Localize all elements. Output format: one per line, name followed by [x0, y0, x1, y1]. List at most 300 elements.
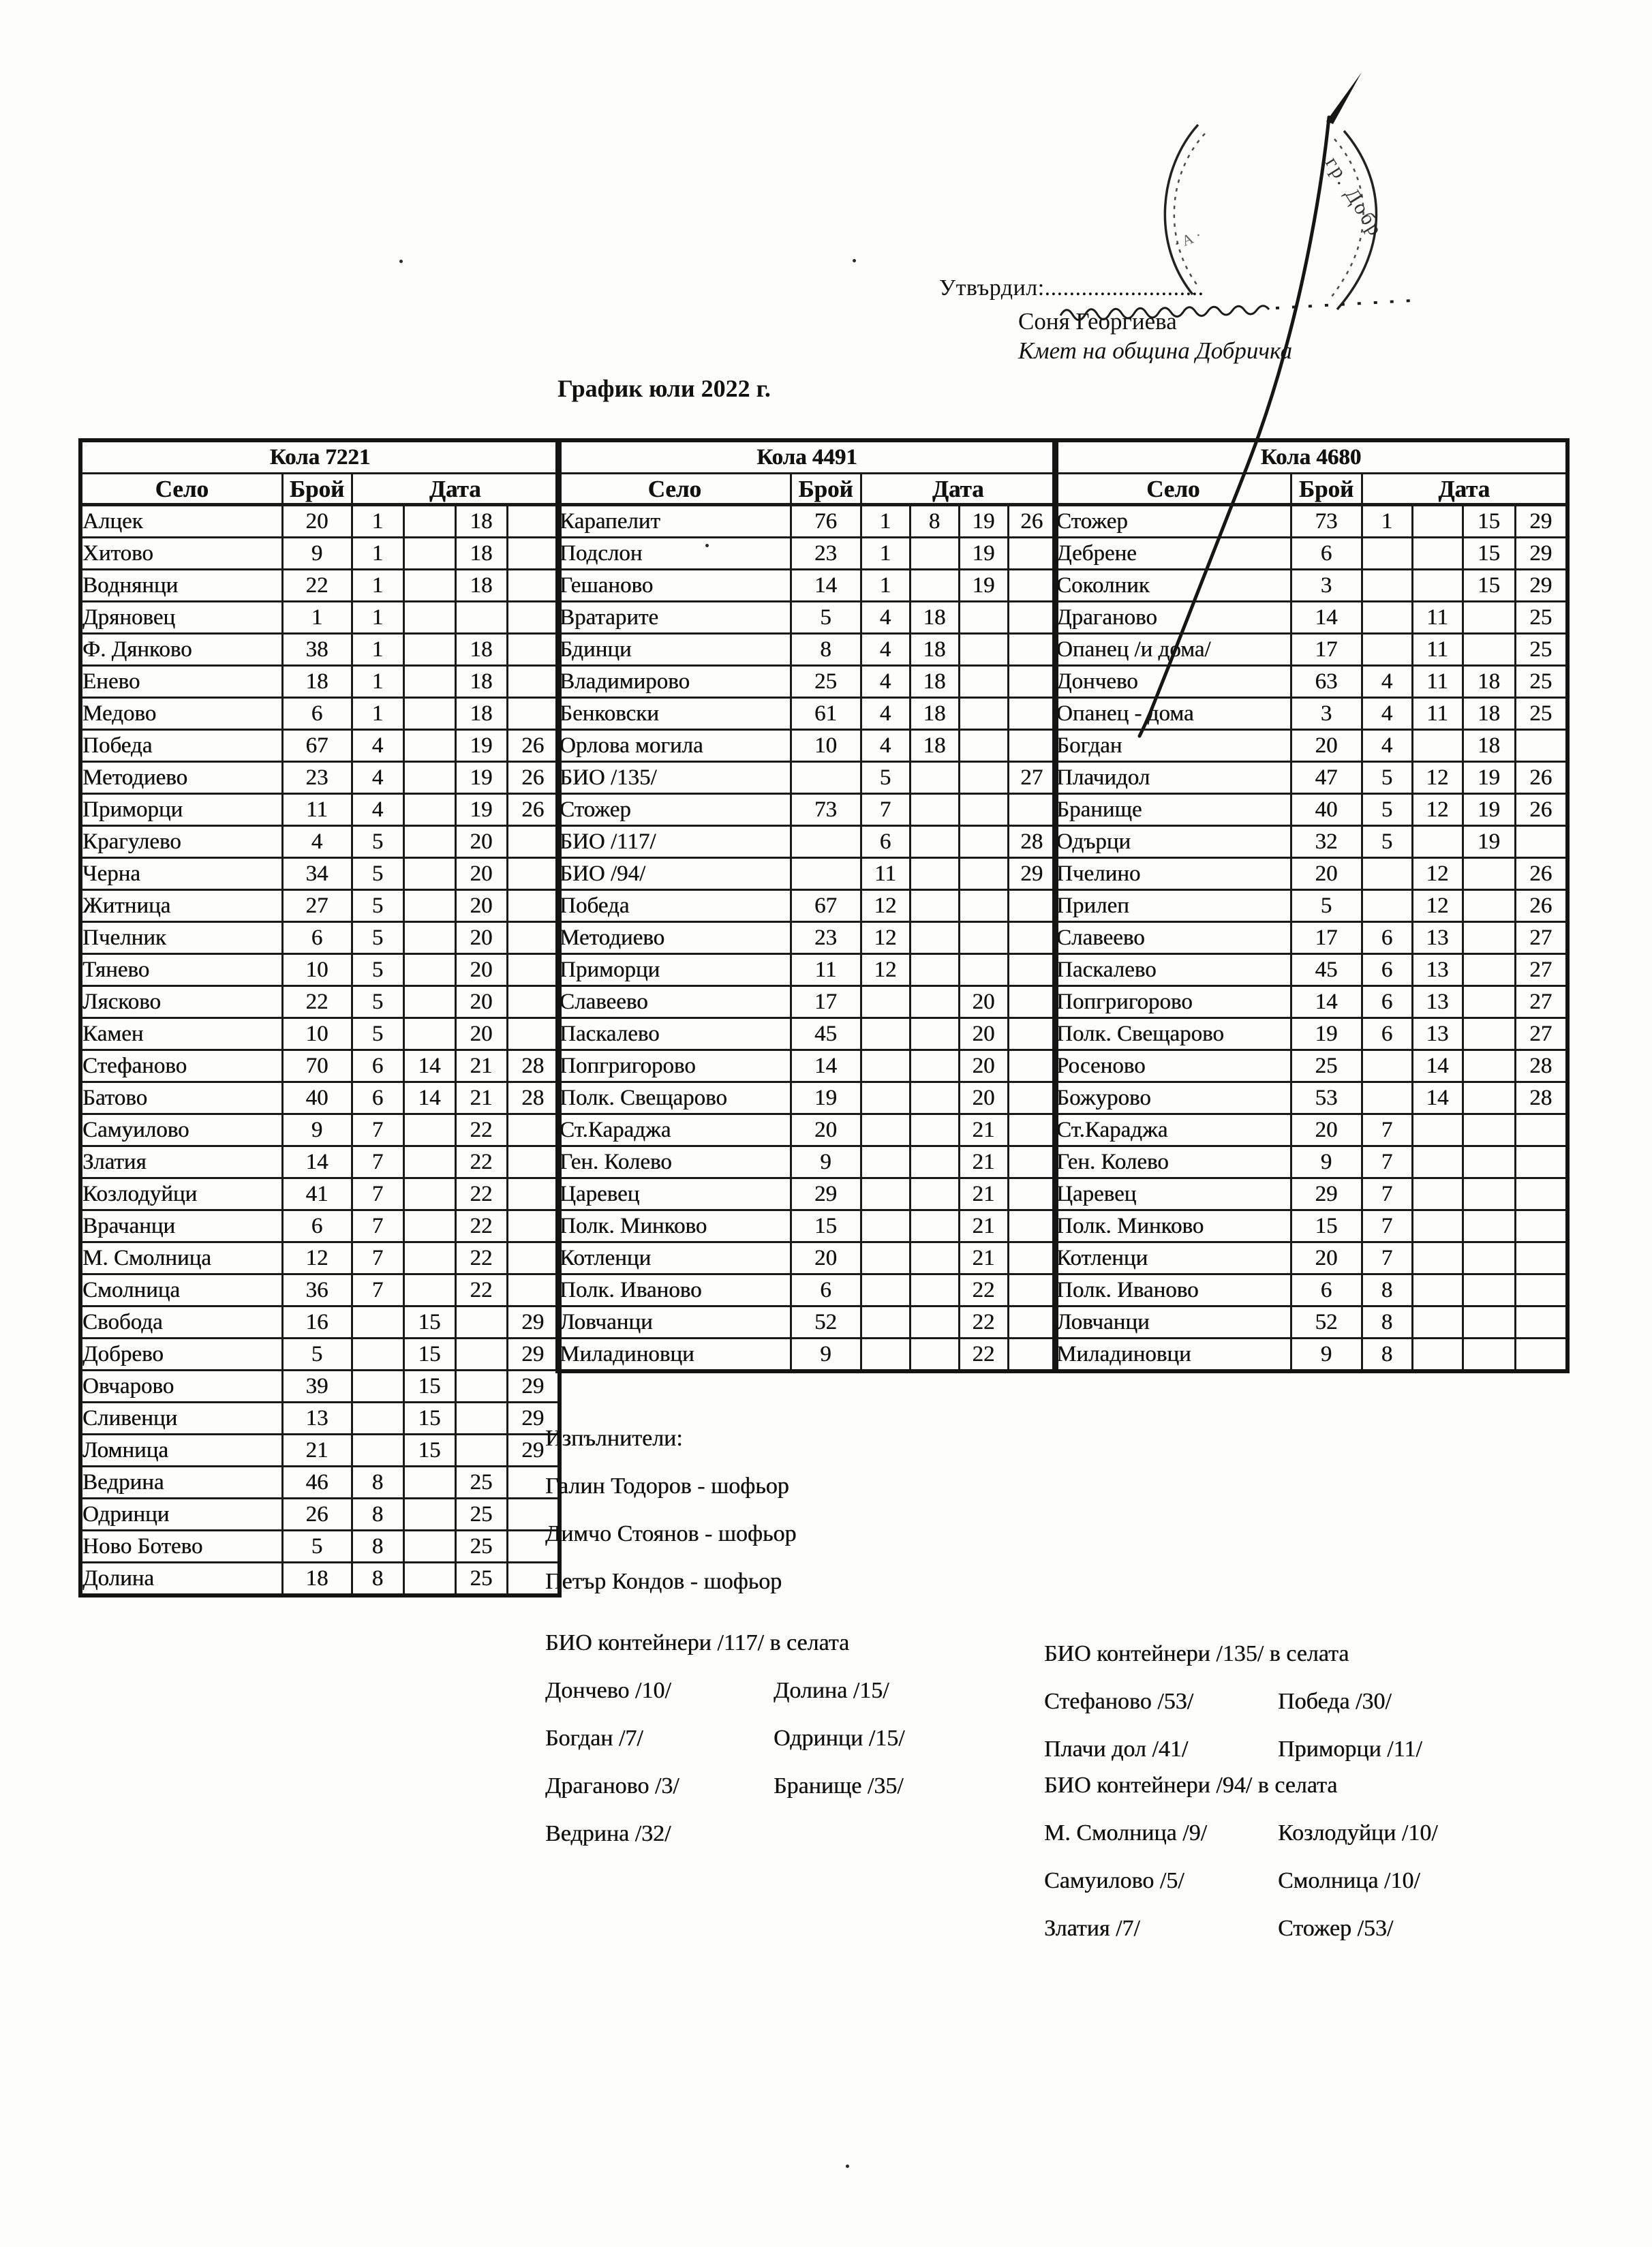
table-row	[557, 1082, 1056, 1114]
date-cell: 21	[959, 1178, 1008, 1210]
count-cell: 5	[791, 602, 861, 634]
count-cell: 20	[282, 505, 352, 538]
bio-item: Дончево /10/	[545, 1678, 671, 1703]
date-cell: 7	[1362, 1210, 1412, 1242]
count-cell: 3	[1291, 570, 1362, 602]
village-cell: Златия	[80, 1146, 282, 1178]
village-cell: Лясково	[80, 986, 282, 1018]
schedule-grid	[78, 438, 562, 1598]
count-cell: 9	[791, 1146, 861, 1178]
village-cell: Царевец	[557, 1178, 791, 1210]
date-cell	[507, 538, 560, 570]
village-cell: Медово	[80, 698, 282, 730]
date-cell	[403, 1146, 455, 1178]
bio-item: Самуилово /5/	[1044, 1868, 1184, 1893]
date-cell: 6	[861, 826, 910, 858]
table-row	[1054, 1210, 1567, 1242]
date-cell	[1362, 602, 1412, 634]
count-cell: 11	[282, 794, 352, 826]
table-row	[80, 826, 560, 858]
date-cell: 22	[455, 1146, 507, 1178]
date-cell: 1	[352, 570, 403, 602]
date-cell	[1463, 1050, 1515, 1082]
village-cell: Бранище	[1054, 794, 1291, 826]
approval-position: Кмет на община Добричка	[1018, 337, 1293, 364]
table-row	[80, 922, 560, 954]
count-cell: 45	[791, 1018, 861, 1050]
table-row	[1054, 858, 1567, 890]
village-cell: Славеево	[1054, 922, 1291, 954]
date-cell: 20	[959, 1082, 1008, 1114]
date-cell	[507, 954, 560, 986]
village-cell: Полк. Минково	[1054, 1210, 1291, 1242]
date-cell: 26	[1515, 794, 1567, 826]
count-cell: 12	[282, 1242, 352, 1274]
stamp-arc-right-inner	[1329, 139, 1364, 300]
scan-speck	[846, 2165, 849, 2168]
date-cell	[861, 1339, 910, 1372]
table-row	[80, 1146, 560, 1178]
car-title: Кола 7221	[80, 440, 560, 474]
stamp-fragment-icon: · А ·	[1171, 226, 1204, 253]
count-cell: 73	[1291, 505, 1362, 538]
car-table-2	[555, 438, 1058, 1373]
count-cell: 46	[282, 1467, 352, 1499]
stamp-arc-left	[1165, 125, 1198, 294]
count-cell: 39	[282, 1371, 352, 1403]
count-cell: 5	[1291, 890, 1362, 922]
date-cell	[1008, 794, 1056, 826]
date-cell	[352, 1403, 403, 1435]
table-row	[80, 1018, 560, 1050]
village-cell: Приморци	[80, 794, 282, 826]
date-cell: 18	[910, 730, 959, 762]
date-cell: 29	[507, 1435, 560, 1467]
date-cell: 15	[403, 1339, 455, 1371]
village-cell: Царевец	[1054, 1178, 1291, 1210]
village-cell: Хитово	[80, 538, 282, 570]
date-cell	[1008, 1178, 1056, 1210]
date-cell	[1463, 954, 1515, 986]
date-cell: 20	[455, 922, 507, 954]
count-cell: 17	[1291, 922, 1362, 954]
count-header: Брой	[282, 474, 352, 505]
date-cell	[403, 730, 455, 762]
table-row	[557, 602, 1056, 634]
date-cell	[1008, 986, 1056, 1018]
date-cell: 14	[403, 1082, 455, 1114]
driver-item: Петър Кондов - шофьор	[545, 1569, 782, 1594]
village-cell: Плачидол	[1054, 762, 1291, 794]
count-cell: 70	[282, 1050, 352, 1082]
table-row	[80, 505, 560, 538]
date-cell	[1362, 570, 1412, 602]
date-cell	[403, 1018, 455, 1050]
date-cell: 15	[403, 1306, 455, 1339]
table-row	[1054, 570, 1567, 602]
date-cell	[507, 1274, 560, 1306]
date-cell: 27	[1515, 922, 1567, 954]
table-row	[80, 538, 560, 570]
date-cell	[352, 1339, 403, 1371]
date-cell	[861, 1146, 910, 1178]
date-cell	[1008, 1018, 1056, 1050]
date-cell: 1	[352, 666, 403, 698]
date-cell	[455, 1435, 507, 1467]
table-row	[557, 570, 1056, 602]
count-cell: 61	[791, 698, 861, 730]
table-row	[1054, 538, 1567, 570]
date-cell	[1412, 730, 1463, 762]
date-cell	[910, 1242, 959, 1274]
village-cell: Одърци	[1054, 826, 1291, 858]
table-row	[80, 1082, 560, 1114]
date-cell	[1412, 1274, 1463, 1306]
date-cell	[959, 698, 1008, 730]
date-cell	[403, 826, 455, 858]
village-header: Село	[557, 474, 791, 505]
table-row	[1054, 1082, 1567, 1114]
table-row	[1054, 602, 1567, 634]
village-cell: Опанец - дома	[1054, 698, 1291, 730]
village-cell: Добрево	[80, 1339, 282, 1371]
date-cell: 4	[352, 730, 403, 762]
drivers-list	[545, 1463, 796, 1606]
date-cell: 12	[1412, 890, 1463, 922]
date-cell: 19	[1463, 762, 1515, 794]
date-cell	[352, 1306, 403, 1339]
bio-title: БИО контейнери /117/ в селата	[545, 1630, 850, 1655]
date-cell: 28	[507, 1050, 560, 1082]
date-cell	[1362, 538, 1412, 570]
table-row	[80, 698, 560, 730]
date-cell: 18	[910, 602, 959, 634]
date-cell: 5	[1362, 794, 1412, 826]
table-row	[1054, 826, 1567, 858]
date-cell: 18	[1463, 698, 1515, 730]
count-cell: 5	[282, 1339, 352, 1371]
village-cell: Сливенци	[80, 1403, 282, 1435]
date-cell: 1	[1362, 505, 1412, 538]
date-cell	[403, 1531, 455, 1563]
date-cell: 21	[959, 1146, 1008, 1178]
date-header: Дата	[861, 474, 1056, 505]
table-row	[80, 1306, 560, 1339]
date-cell	[1008, 1306, 1056, 1339]
village-cell: Полк. Иваново	[1054, 1274, 1291, 1306]
bio-item: Приморци /11/	[1278, 1737, 1422, 1762]
date-cell	[1412, 570, 1463, 602]
date-cell	[910, 858, 959, 890]
date-cell: 1	[352, 602, 403, 634]
date-cell: 22	[455, 1178, 507, 1210]
date-cell: 4	[352, 762, 403, 794]
count-header: Брой	[791, 474, 861, 505]
table-row	[1054, 922, 1567, 954]
date-cell: 20	[455, 986, 507, 1018]
village-cell: Свобода	[80, 1306, 282, 1339]
date-cell: 21	[959, 1114, 1008, 1146]
date-cell: 1	[352, 698, 403, 730]
village-header: Село	[1054, 474, 1291, 505]
date-cell: 22	[959, 1274, 1008, 1306]
count-cell: 26	[282, 1499, 352, 1531]
date-cell: 18	[455, 570, 507, 602]
count-cell: 6	[282, 698, 352, 730]
village-cell: Ловчанци	[1054, 1306, 1291, 1339]
date-cell: 4	[861, 698, 910, 730]
date-cell: 4	[861, 602, 910, 634]
schedule-tables	[78, 438, 1574, 1600]
count-cell: 20	[1291, 1242, 1362, 1274]
date-cell	[1008, 730, 1056, 762]
date-cell: 15	[403, 1403, 455, 1435]
date-cell	[1515, 1178, 1567, 1210]
date-cell	[507, 666, 560, 698]
table-row	[557, 634, 1056, 666]
driver-item: Галин Тодоров - шофьор	[545, 1473, 789, 1499]
count-cell: 67	[791, 890, 861, 922]
date-cell	[910, 1050, 959, 1082]
date-cell: 22	[455, 1210, 507, 1242]
table-row	[80, 986, 560, 1018]
date-cell: 29	[1008, 858, 1056, 890]
village-cell: Дончево	[1054, 666, 1291, 698]
table-row	[557, 538, 1056, 570]
date-cell: 4	[1362, 666, 1412, 698]
date-cell: 8	[1362, 1274, 1412, 1306]
village-cell: Ген. Колево	[557, 1146, 791, 1178]
table-row	[1054, 986, 1567, 1018]
date-cell	[861, 1274, 910, 1306]
date-cell	[910, 1306, 959, 1339]
approval-name: Соня Георгиева	[1018, 308, 1177, 335]
count-cell: 20	[791, 1114, 861, 1146]
date-cell	[1412, 1339, 1463, 1372]
date-cell	[1463, 1274, 1515, 1306]
date-cell: 18	[455, 698, 507, 730]
pen-tick	[1326, 72, 1362, 124]
date-cell	[403, 634, 455, 666]
date-cell: 11	[1412, 698, 1463, 730]
date-cell: 5	[352, 986, 403, 1018]
date-cell	[910, 1274, 959, 1306]
table-row	[1054, 1178, 1567, 1210]
date-cell: 26	[1008, 505, 1056, 538]
table-row	[557, 1339, 1056, 1372]
date-cell	[959, 602, 1008, 634]
village-cell: Житница	[80, 890, 282, 922]
date-cell: 25	[455, 1563, 507, 1596]
village-cell: Козлодуйци	[80, 1178, 282, 1210]
table-row	[557, 954, 1056, 986]
date-cell: 1	[352, 505, 403, 538]
date-cell	[403, 1499, 455, 1531]
scan-speck	[399, 260, 403, 263]
table-row	[80, 1178, 560, 1210]
date-cell: 15	[403, 1371, 455, 1403]
date-cell: 5	[1362, 762, 1412, 794]
count-cell: 8	[791, 634, 861, 666]
date-cell: 22	[959, 1306, 1008, 1339]
scan-speck	[853, 259, 856, 262]
count-cell: 20	[1291, 858, 1362, 890]
count-cell: 18	[282, 1563, 352, 1596]
date-cell	[1362, 634, 1412, 666]
date-cell: 6	[352, 1050, 403, 1082]
count-cell: 40	[1291, 794, 1362, 826]
date-cell	[403, 922, 455, 954]
date-cell	[1362, 890, 1412, 922]
date-cell	[1515, 1114, 1567, 1146]
table-row	[1054, 634, 1567, 666]
village-cell: Стожер	[557, 794, 791, 826]
village-cell: Опанец /и дома/	[1054, 634, 1291, 666]
date-cell: 18	[1463, 666, 1515, 698]
date-cell	[861, 1050, 910, 1082]
bio-item: Победа /30/	[1278, 1689, 1392, 1714]
date-cell: 19	[455, 730, 507, 762]
date-cell: 5	[352, 858, 403, 890]
date-cell	[403, 1210, 455, 1242]
count-cell: 9	[282, 1114, 352, 1146]
date-cell: 1	[861, 570, 910, 602]
date-cell	[403, 1467, 455, 1499]
date-cell: 5	[352, 954, 403, 986]
table-row	[80, 858, 560, 890]
count-cell: 27	[282, 890, 352, 922]
village-cell: Полк. Свещарово	[557, 1082, 791, 1114]
date-cell	[910, 1210, 959, 1242]
date-cell	[403, 954, 455, 986]
date-cell: 1	[861, 505, 910, 538]
date-cell	[1008, 922, 1056, 954]
village-cell: Ломница	[80, 1435, 282, 1467]
date-cell: 15	[1463, 538, 1515, 570]
village-cell: Полк. Иваново	[557, 1274, 791, 1306]
date-cell	[959, 922, 1008, 954]
date-cell	[910, 1339, 959, 1372]
count-cell: 25	[1291, 1050, 1362, 1082]
date-cell	[910, 1018, 959, 1050]
village-cell: Алцек	[80, 505, 282, 538]
date-cell	[861, 1178, 910, 1210]
table-row	[557, 666, 1056, 698]
table-row	[80, 1050, 560, 1082]
date-cell: 11	[1412, 602, 1463, 634]
table-row	[80, 794, 560, 826]
count-cell: 63	[1291, 666, 1362, 698]
date-cell	[959, 730, 1008, 762]
date-cell: 1	[861, 538, 910, 570]
village-cell: Орлова могила	[557, 730, 791, 762]
date-cell	[1463, 1210, 1515, 1242]
date-cell: 7	[1362, 1242, 1412, 1274]
date-cell	[403, 1242, 455, 1274]
date-cell: 5	[861, 762, 910, 794]
date-cell: 29	[507, 1339, 560, 1371]
date-cell	[959, 858, 1008, 890]
table-row	[1054, 730, 1567, 762]
date-cell: 20	[455, 1018, 507, 1050]
date-cell: 8	[352, 1467, 403, 1499]
village-cell: Батово	[80, 1082, 282, 1114]
bio-item: Богдан /7/	[545, 1726, 643, 1751]
date-cell	[959, 826, 1008, 858]
date-cell: 12	[1412, 794, 1463, 826]
village-cell: Карапелит	[557, 505, 791, 538]
count-cell: 17	[791, 986, 861, 1018]
village-cell: Приморци	[557, 954, 791, 986]
date-cell	[403, 858, 455, 890]
date-cell	[1412, 826, 1463, 858]
date-cell: 12	[1412, 858, 1463, 890]
driver-item: Димчо Стоянов - шофьор	[545, 1521, 797, 1546]
village-cell: Победа	[557, 890, 791, 922]
count-cell: 14	[282, 1146, 352, 1178]
table-row	[557, 794, 1056, 826]
date-cell: 7	[1362, 1114, 1412, 1146]
date-cell	[910, 986, 959, 1018]
schedule-grid	[1052, 438, 1570, 1373]
date-cell	[403, 698, 455, 730]
date-cell: 20	[959, 986, 1008, 1018]
date-cell: 20	[959, 1018, 1008, 1050]
village-cell: Черна	[80, 858, 282, 890]
table-row	[1054, 794, 1567, 826]
date-cell	[507, 634, 560, 666]
count-cell: 4	[282, 826, 352, 858]
count-cell: 6	[282, 1210, 352, 1242]
date-cell: 29	[1515, 538, 1567, 570]
date-cell	[403, 1563, 455, 1596]
date-cell	[1515, 826, 1567, 858]
date-cell: 20	[455, 954, 507, 986]
date-cell	[959, 890, 1008, 922]
date-cell	[1515, 1242, 1567, 1274]
date-cell: 19	[1463, 826, 1515, 858]
date-cell	[910, 794, 959, 826]
count-cell: 10	[282, 1018, 352, 1050]
count-cell: 32	[1291, 826, 1362, 858]
village-cell: Драганово	[1054, 602, 1291, 634]
bio-item: Драганово /3/	[545, 1773, 679, 1799]
date-cell: 6	[352, 1082, 403, 1114]
village-header: Село	[80, 474, 282, 505]
village-cell: Ст.Караджа	[1054, 1114, 1291, 1146]
count-cell: 22	[282, 570, 352, 602]
date-cell	[1463, 1114, 1515, 1146]
date-cell	[507, 570, 560, 602]
date-cell	[861, 1114, 910, 1146]
date-cell	[1463, 890, 1515, 922]
village-cell: Владимирово	[557, 666, 791, 698]
date-cell	[959, 762, 1008, 794]
table-row	[80, 1563, 560, 1596]
village-cell: Енево	[80, 666, 282, 698]
count-cell: 22	[282, 986, 352, 1018]
table-row	[80, 570, 560, 602]
date-cell: 6	[1362, 1018, 1412, 1050]
village-cell: Бенковски	[557, 698, 791, 730]
date-cell: 29	[507, 1306, 560, 1339]
village-cell: Божурово	[1054, 1082, 1291, 1114]
date-cell: 29	[507, 1371, 560, 1403]
count-cell: 6	[282, 922, 352, 954]
date-cell	[1412, 1242, 1463, 1274]
count-cell: 25	[791, 666, 861, 698]
date-cell	[403, 794, 455, 826]
